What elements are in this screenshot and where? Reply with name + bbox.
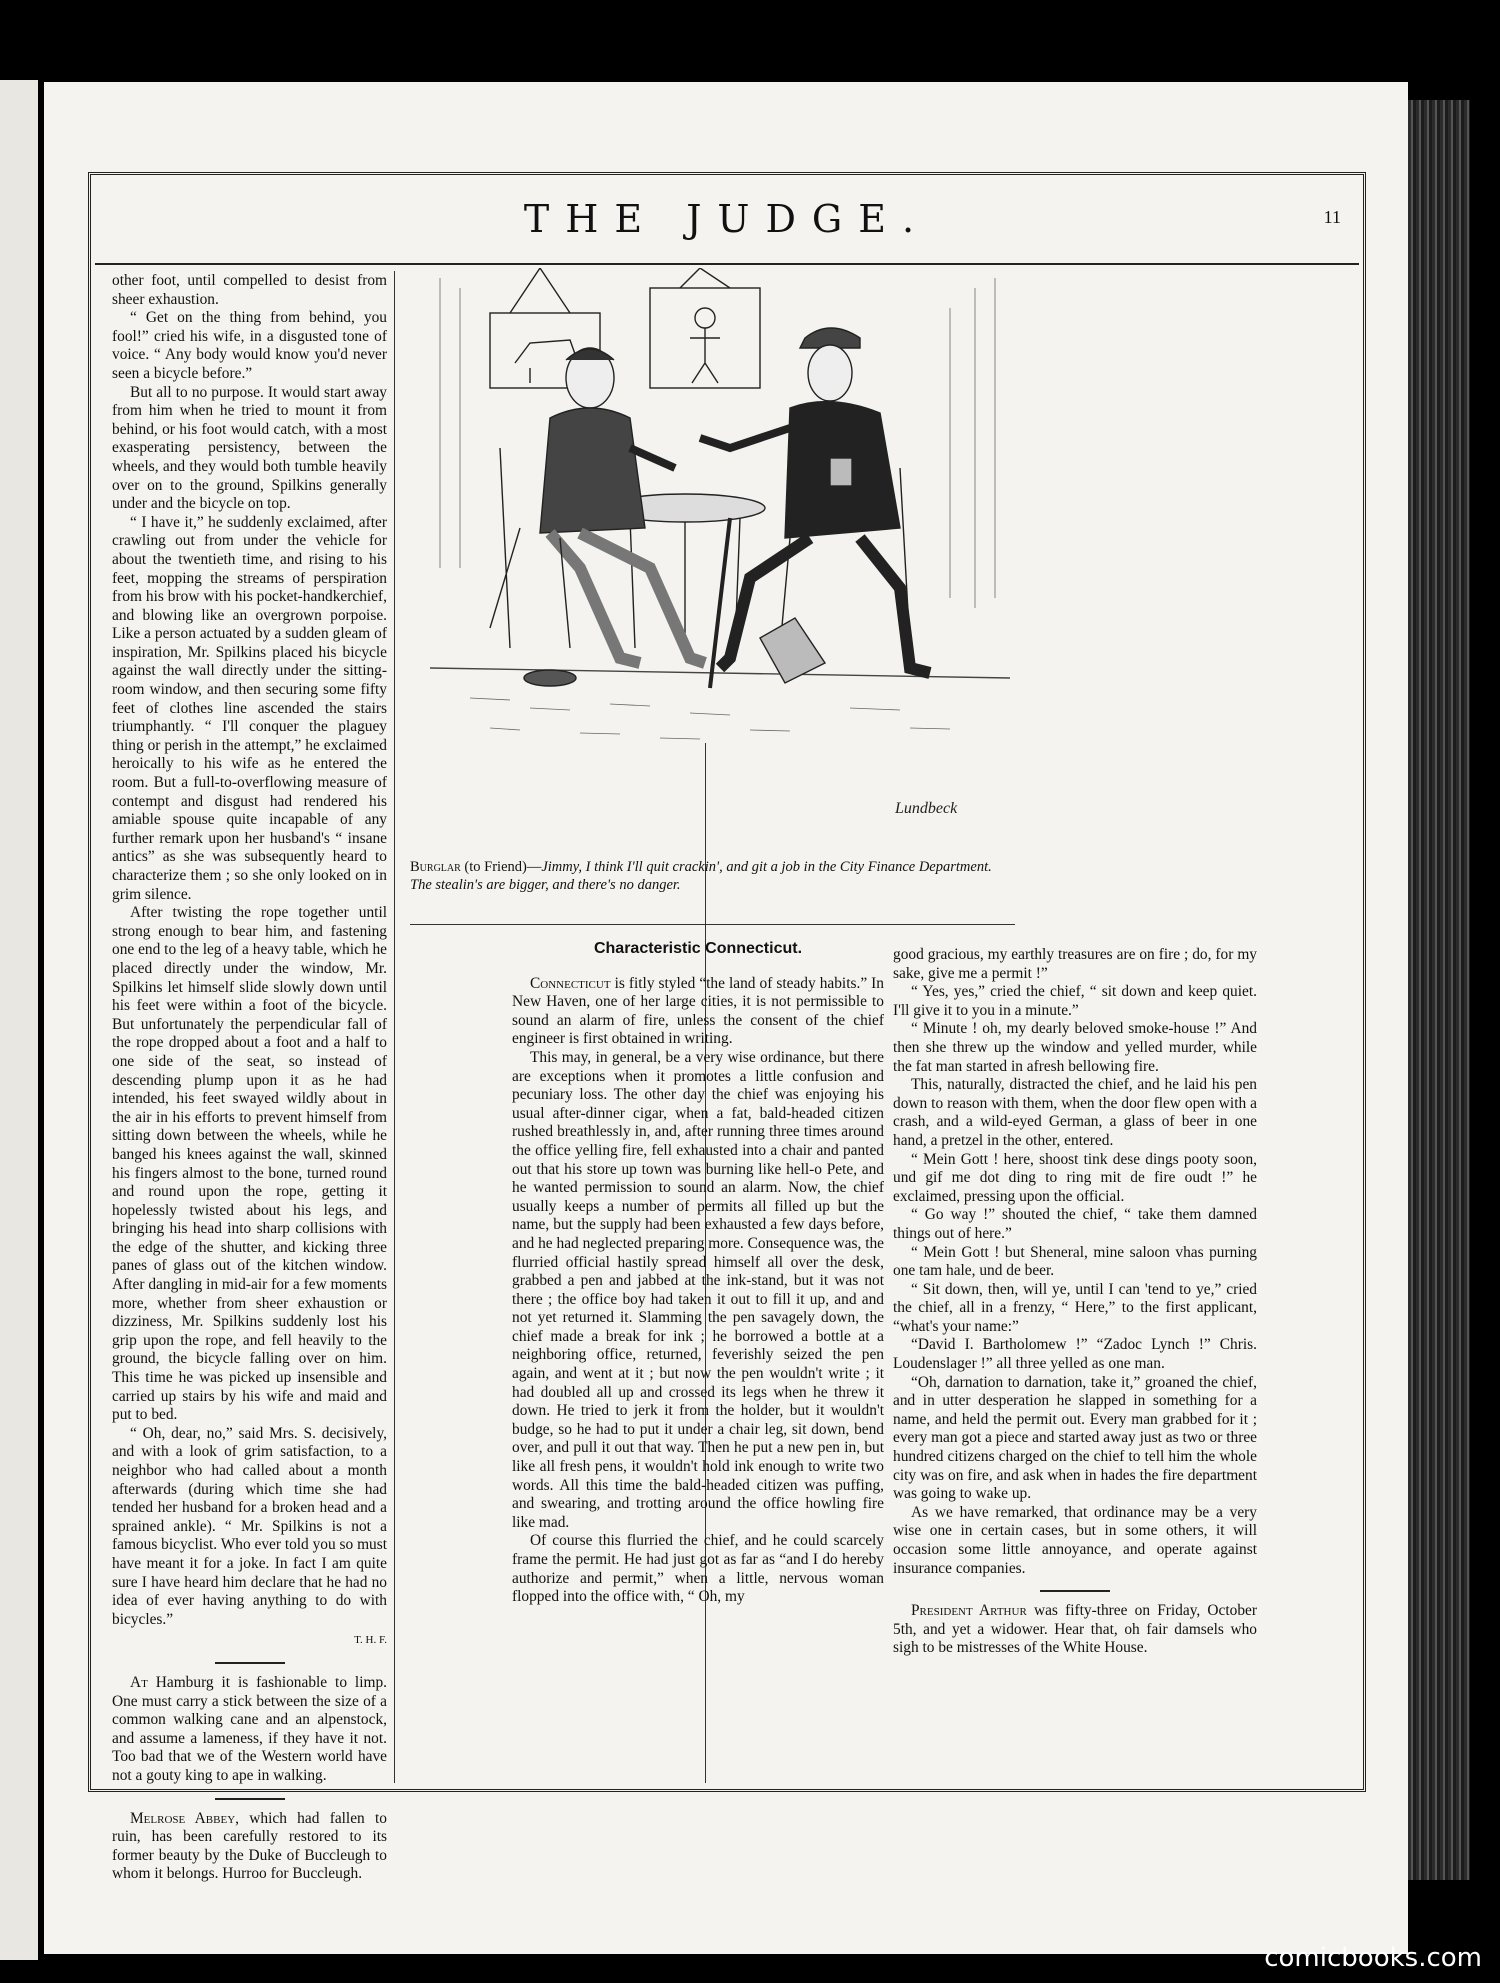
section-divider [215,1662,285,1664]
paragraph: “ Get on the thing from behind, you fool!” cried his wife, in a disgusted tone of voice. “ Any body would know you'd never seen a bicycle before.” [112,309,387,382]
masthead-title: THE JUDGE. [523,197,931,241]
masthead-rule [95,263,1359,265]
paragraph: “ Oh, dear, no,” said Mrs. S. decisively, and with a look of grim satisfaction, to a neighbor who had called about a month afterwards (during which time she had tended her husband for a broken head and a sprained ankle). “ Mr. Spilkins is not a famous bicyclist. Who ever told you so must have meant it for a joke. In fact I am quite sure I have heard him declare that he had no idea of ever having anything to do with bicycles.” [112,1424,388,1628]
item-melrose [112,1810,387,1884]
item-lead: Melrose Abbey, [130,1809,239,1827]
paragraph: “ Mein Gott ! here, shoost tink dese dings pooty soon, und gif me dot ding to ring mit de fire oudt !” he exclaimed, pressing upon the official. [893,1150,1257,1205]
cartoon-caption [410,858,1015,894]
paragraph [512,975,884,1049]
book-page-edges [1408,100,1470,1880]
column-3 [893,946,1257,1658]
paragraph: “David I. Bartholomew !” “Zadoc Lynch !” Chris. Loudenslager !” all three yelled as one man. [893,1336,1257,1373]
paragraph: “Oh, darnation to darnation, take it,” groaned the chief, and in utter desperation he slapped in something for a name, and held the permit out. Every man grabbed for it ; every man got a piece and started away just as two or three hundred citizens charged on the chief to tell him the whole city was on fire, and ask when in hades the fire department was going to wake up. [893,1373,1257,1503]
paragraph: “ Go way !” shouted the chief, “ take them damned things out of here.” [893,1206,1257,1242]
column-divider-1 [394,271,395,1783]
framed-boxer-picture [650,268,760,388]
cartoon-illustration [430,268,1010,836]
paragraph: “ Yes, yes,” cried the chief, “ sit down and keep quiet. I'll give it to you in a minute.” [893,983,1257,1019]
floor-hatching [470,698,950,739]
paragraph: other foot, until compelled to desist from sheer exhaustion. [112,272,387,308]
section-divider [215,1798,285,1800]
paragraph: This may, in general, be a very wise ordinance, but there are exceptions when it promotes a little confusion and pecuniary loss. The other day the chief was enjoying his usual after-dinner cigar, when a fat, bald-headed citizen rushed breathlessly in, and, after running three times around the office yelling fire, fell exhausted into a chair and panted out that his store up town was burning like hell-o Pete, and he wanted permission to sound an alarm. Now, the chief usually keeps a number of permits all filled up but the name, but the supply had been exhausted a few days before, and he had neglected preparing more. Consequence was, the flurried official hastily spread himself all over the desk, grabbed a pen and jabbed at the ink-stand, but it was not there ; the office boy had taken it out to fill it up, and and not yet returned it. Slamming the pen savagely down, the chief made a break for ink ; he borrowed a bottle at a neighboring office, returned, feverishly seized the pen again, and went at it ; but now the pen wouldn't write ; it had doubled all up and crossed its legs when he threw it down. He tried to jerk it from the holder, but it wouldn't budge, so he had to put it under a chair leg, sit down, bend over, and pull it out that way. Then he put a new pen in, but like all fresh pens, it wouldn't hold ink enough to write two words. All this time the bald-headed citizen was puffing, and swearing, and trotting around the office howling fire like mad. [512,1048,884,1531]
caption-speaker: Burglar [410,859,461,875]
paragraph: good gracious, my earthly treasures are on fire ; do, for my sake, give me a permit !” [893,946,1257,982]
paragraph: “ I have it,” he suddenly exclaimed, after crawling out from under the vehicle for about the twentieth time, and rising to his feet, mopping the streams of perspiration from his brow with his pocket-handkerchief, and blowing like an overgrown porpoise. Like a person actuated by a sudden gleam of inspiration, Mr. Spilkins placed his bicycle against the wall directly under the sitting-room window, and then securing some fifty feet of clothes line ascended the stairs triumphantly. “ I'll conquer the plaguey thing or perish in the attempt,” he exclaimed heroically to his wife as he entered the room. But a full-to-overflowing measure of contempt and disgust had rendered his amiable spouse quite incapable of any further remark upon her husband's “ insane antics” as she was subsequently heard to characterize them ; so she only looked on in grim silence. [112,513,387,903]
caption-context: (to Friend)— [460,859,542,875]
item-lead: At [130,1673,148,1691]
page-number: 11 [1323,207,1341,227]
caption-quote: Jimmy, I think I'll quit crackin', and git a job in the City Finance Department. The stealin's are bigger, and there's no danger. [410,859,992,893]
paragraph: This, naturally, distracted the chief, and he laid his pen down to reason with them, when the door flew open with a crash, and a wild-eyed German, a glass of beer in one hand, a pretzel in the other, entered. [893,1076,1257,1149]
item-text: which had fallen to ruin, has been carefully restored to its former beauty by the Duke of Buccleugh to whom it belongs. Hurroo for Buccleugh. [112,1809,387,1883]
paragraph: “ Mein Gott ! but Sheneral, mine saloon vhas purning one tam hale, und de beer. [893,1243,1257,1280]
paragraph: As we have remarked, that ordinance may be a very wise one in certain cases, but in some others, it will occasion some little annoyance, and operate against insurance companies. [893,1503,1257,1577]
item-hamburg [112,1674,387,1786]
item-text: Hamburg it is fashionable to limp. One must carry a stick between the size of a common walking cane and an alpenstock, and assume a lameness, if they have it not. Too bad that we of the Western world have not a gouty king to ape in walking. [112,1673,387,1784]
paragraph: After twisting the rope together until strong enough to bear him, and fastening one end to the leg of a heavy table, which he placed directly under the window, Mr. Spilkins let himself slide slowly down until his feet were within a foot of the bicycle. But unfortunately the perpendicular fall of the rope dropped about a foot and a half to one side of the seat, so instead of descending plump upon it as he had intended, his feet swayed wildly about in the air in his efforts to prevent himself from sitting down between the wheels, while he banged his knees against the wall, skinned his fingers almost to the bone, turned round and round upon the rope, getting it hopelessly twisted about his legs, and bringing his head into sharp collisions with the edge of the shutter, and kicking three panes of glass out of the kitchen window. After dangling in mid-air for a few moments more, whether from sheer exhaustion or dizziness, Mr. Spilkins suddenly lost his grip upon the rope, and fell heavily to the ground, the bicycle falling over on him. This time he was picked up insensible and carried up stairs by his wife and maid and put to bed. [112,904,387,1424]
paragraph: “ Minute ! oh, my dearly beloved smoke-house !” And then she threw up the window and yelled murder, while the fat man started in afresh bellowing fire. [893,1020,1257,1075]
item-text: was fifty-three on Friday, October 5th, and yet a widower. Hear that, oh fair damsels who sigh to be mistresses of the White House. [893,1602,1257,1657]
column-1 [112,272,387,1884]
watermark: comicbooks.com [1264,1943,1482,1973]
item-president-arthur [893,1602,1257,1658]
item-lead: President Arthur [911,1602,1027,1620]
facing-page-edge [0,80,38,1960]
lead-word: Connecticut [530,974,611,992]
artist-signature: Lundbeck [895,800,958,817]
section-divider [1040,1590,1110,1592]
column-2 [512,936,884,1607]
paragraph-text: is fitly styled “the land of steady habits.” In New Haven, one of her large cities, it is not permissible to sound an alarm of fire, unless the consent of the chief engineer is first obtained in writing. [512,974,884,1048]
paragraph: “ Sit down, then, will ye, until I can 'tend to ye,” cried the chief, all in a frenzy, “ Here,” to the first applicant, “what's your name:” [893,1280,1257,1335]
author-signature: T. H. F. [354,1634,387,1647]
paragraph: Of course this flurried the chief, and he could scarcely frame the permit. He had just got as far as “and I do hereby authorize and permit,” when a little, nervous woman flopped into the office with, “ Oh, my [512,1532,884,1606]
article-title: Characteristic Connecticut. [593,940,803,957]
paragraph: But all to no purpose. It would start away from him when he tried to mount it from behind, or his foot would catch, with a most exasperating persistency, between the wheels, and they would both tumble heavily over on to the ground, Spilkins generally under and the bicycle on top. [112,383,387,513]
illustration-bottom-rule [410,924,1015,925]
